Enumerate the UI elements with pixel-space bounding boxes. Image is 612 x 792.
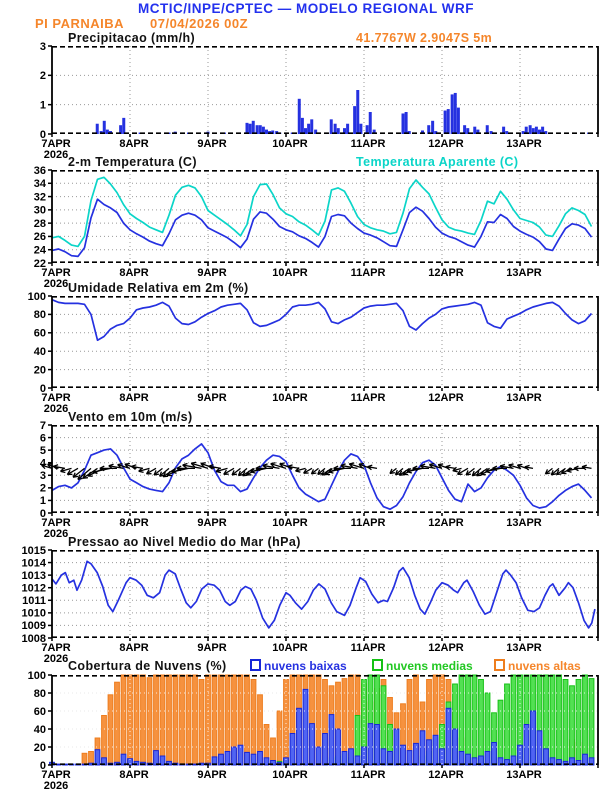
svg-text:26: 26: [33, 231, 46, 244]
svg-text:8APR: 8APR: [119, 769, 149, 781]
svg-text:40: 40: [33, 346, 46, 358]
svg-text:0: 0: [39, 759, 46, 772]
svg-text:20: 20: [33, 741, 46, 754]
app-title: MCTIC/INPE/CPTEC — MODELO REGIONAL WRF: [138, 1, 474, 16]
svg-text:9APR: 9APR: [197, 642, 227, 654]
run-datetime: 07/04/2026 00Z: [150, 16, 249, 31]
svg-text:7: 7: [39, 419, 46, 432]
svg-text:100: 100: [27, 290, 46, 303]
svg-text:10APR: 10APR: [272, 267, 308, 279]
svg-text:12APR: 12APR: [428, 642, 464, 654]
svg-text:8APR: 8APR: [119, 642, 149, 654]
svg-text:7APR: 7APR: [41, 138, 71, 150]
station-name: PI PARNAIBA: [35, 16, 125, 31]
svg-text:12APR: 12APR: [428, 769, 464, 781]
svg-text:13APR: 13APR: [506, 642, 542, 654]
svg-text:2026: 2026: [43, 149, 69, 161]
humidity-chart: [0, 290, 612, 416]
location-label: 41.7767W 2.9047S 5m: [356, 31, 493, 45]
svg-text:8APR: 8APR: [119, 267, 149, 279]
svg-text:13APR: 13APR: [506, 267, 542, 279]
pressure-chart: [0, 544, 612, 666]
svg-text:1014: 1014: [21, 557, 46, 570]
svg-text:11APR: 11APR: [350, 138, 386, 150]
svg-text:7APR: 7APR: [41, 392, 71, 404]
svg-text:13APR: 13APR: [506, 392, 542, 404]
svg-text:0: 0: [39, 382, 46, 395]
svg-text:3: 3: [39, 470, 46, 483]
svg-text:36: 36: [33, 164, 46, 177]
svg-text:10APR: 10APR: [272, 392, 308, 404]
svg-text:6: 6: [39, 432, 46, 445]
svg-text:2: 2: [39, 70, 46, 83]
svg-text:12APR: 12APR: [428, 138, 464, 150]
svg-text:7APR: 7APR: [41, 517, 71, 529]
medias-square-icon: [372, 659, 383, 671]
svg-text:60: 60: [33, 705, 46, 718]
svg-text:1013: 1013: [21, 569, 46, 582]
svg-text:30: 30: [33, 204, 46, 217]
svg-text:10APR: 10APR: [272, 642, 308, 654]
svg-text:40: 40: [33, 723, 46, 736]
svg-text:3: 3: [39, 40, 46, 53]
svg-text:34: 34: [33, 178, 46, 191]
cloud-cover-chart: [0, 669, 612, 792]
svg-text:11APR: 11APR: [350, 392, 386, 404]
precip-title: Precipitacao (mm/h): [68, 31, 196, 45]
svg-text:12APR: 12APR: [428, 392, 464, 404]
svg-text:0: 0: [39, 128, 46, 141]
svg-text:11APR: 11APR: [350, 267, 386, 279]
cloud-title: Cobertura de Nuvens (%): [68, 659, 227, 673]
svg-text:1011: 1011: [22, 595, 46, 608]
svg-text:7APR: 7APR: [41, 769, 71, 781]
svg-text:7APR: 7APR: [41, 642, 71, 654]
svg-text:13APR: 13APR: [506, 138, 542, 150]
svg-text:10APR: 10APR: [272, 138, 308, 150]
legend-nuvens-altas: nuvens altas: [494, 659, 581, 673]
svg-text:9APR: 9APR: [197, 267, 227, 279]
svg-text:24: 24: [33, 244, 46, 257]
svg-text:22: 22: [33, 257, 46, 270]
svg-text:2026: 2026: [43, 403, 69, 415]
svg-text:4: 4: [39, 457, 46, 470]
svg-text:9APR: 9APR: [197, 138, 227, 150]
svg-text:1015: 1015: [21, 544, 46, 557]
baixas-square-icon: [250, 659, 261, 671]
svg-text:13APR: 13APR: [506, 517, 542, 529]
svg-text:20: 20: [33, 364, 46, 377]
legend-nuvens-baixas: nuvens baixas: [250, 659, 347, 673]
svg-text:2026: 2026: [43, 528, 69, 540]
svg-text:10APR: 10APR: [272, 769, 308, 781]
svg-text:8APR: 8APR: [119, 392, 149, 404]
apparent-temperature-label: Temperatura Aparente (C): [356, 155, 519, 169]
svg-text:13APR: 13APR: [506, 769, 542, 781]
svg-text:1012: 1012: [21, 582, 46, 595]
svg-text:32: 32: [33, 191, 46, 204]
svg-text:11APR: 11APR: [350, 517, 386, 529]
precipitation-chart: [0, 40, 612, 162]
svg-text:12APR: 12APR: [428, 267, 464, 279]
humidity-title: Umidade Relativa em 2m (%): [68, 281, 249, 295]
svg-text:1008: 1008: [21, 632, 46, 645]
svg-text:8APR: 8APR: [119, 517, 149, 529]
svg-text:7APR: 7APR: [41, 267, 71, 279]
svg-text:11APR: 11APR: [350, 642, 386, 654]
svg-text:5: 5: [39, 444, 46, 457]
svg-text:9APR: 9APR: [197, 392, 227, 404]
svg-text:1: 1: [39, 495, 46, 508]
altas-square-icon: [494, 659, 505, 671]
svg-text:2026: 2026: [43, 653, 69, 665]
svg-text:12APR: 12APR: [428, 517, 464, 529]
svg-text:11APR: 11APR: [350, 769, 386, 781]
wind-chart: [0, 419, 612, 541]
svg-text:1: 1: [39, 99, 46, 112]
pressure-title: Pressao ao Nivel Medio do Mar (hPa): [68, 535, 301, 549]
wind-title: Vento em 10m (m/s): [68, 410, 193, 424]
svg-text:80: 80: [33, 309, 46, 322]
svg-text:2026: 2026: [43, 780, 69, 792]
svg-text:80: 80: [33, 687, 46, 700]
svg-text:28: 28: [33, 217, 46, 230]
svg-text:10APR: 10APR: [272, 517, 308, 529]
svg-text:60: 60: [33, 327, 46, 340]
legend-nuvens-medias: nuvens medias: [372, 659, 473, 673]
svg-text:1009: 1009: [21, 620, 46, 633]
svg-text:2: 2: [39, 482, 46, 495]
temperature-chart: [0, 164, 612, 291]
temperature-title: 2-m Temperatura (C): [68, 155, 197, 169]
svg-text:9APR: 9APR: [197, 769, 227, 781]
svg-text:1010: 1010: [21, 607, 46, 620]
svg-text:100: 100: [27, 669, 46, 682]
svg-text:0: 0: [39, 507, 46, 520]
svg-text:2026: 2026: [43, 278, 69, 290]
svg-text:8APR: 8APR: [119, 138, 149, 150]
svg-text:9APR: 9APR: [197, 517, 227, 529]
